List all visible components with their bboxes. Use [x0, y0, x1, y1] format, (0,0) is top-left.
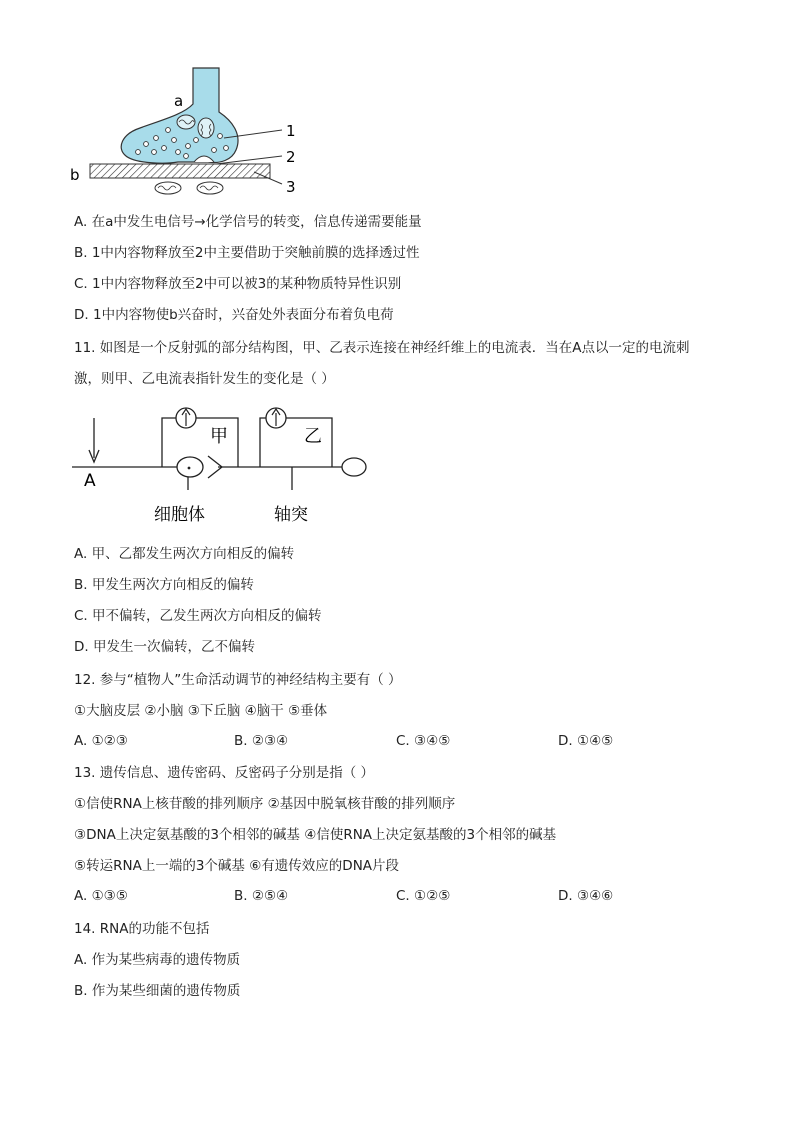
cell-body: [177, 457, 203, 477]
q11-option-d: D. 甲发生一次偏转，乙不偏转: [74, 639, 255, 655]
cell-body-label: 细胞体: [154, 505, 205, 525]
point-a-label: A: [84, 471, 96, 491]
q11-option-b: B. 甲发生两次方向相反的偏转: [74, 577, 254, 593]
q11-option-c: C. 甲不偏转，乙发生两次方向相反的偏转: [74, 608, 322, 624]
q14-option-b: B. 作为某些细菌的遗传物质: [74, 983, 241, 999]
postsynaptic-membrane: [90, 164, 270, 178]
axon-terminal: [121, 68, 238, 163]
q13-option-d: D. ③④⑥: [558, 888, 614, 904]
q10-option-d: D. 1中内容物使b兴奋时，兴奋处外表面分布着负电荷: [74, 307, 394, 323]
q13-stem: 13. 遗传信息、遗传密码、反密码子分别是指（ ）: [74, 765, 375, 781]
q13-option-a: A. ①③⑤: [74, 888, 128, 904]
q12-options: [74, 733, 714, 751]
q11-option-a: A. 甲、乙都发生两次方向相反的偏转: [74, 546, 295, 562]
q10-option-a: A. 在a中发生电信号→化学信号的转变，信息传递需要能量: [74, 214, 422, 230]
q12-option-c: C. ③④⑤: [396, 733, 451, 749]
q11-stem-line1: 11. 如图是一个反射弧的部分结构图，甲、乙表示连接在神经纤维上的电流表．当在A点以一定的电流刺: [74, 340, 690, 356]
q11-stem-line2: 激，则甲、乙电流表指针发生的变化是（ ）: [74, 371, 335, 387]
mitochondrion: [177, 115, 195, 129]
q13-option-b: B. ②⑤④: [234, 888, 289, 904]
label-1: 1: [286, 122, 296, 140]
label-b: b: [70, 166, 80, 184]
q12-items: ①大脑皮层 ②小脑 ③下丘脑 ④脑干 ⑤垂体: [74, 703, 328, 719]
mitochondrion: [198, 118, 214, 138]
axon-label: 轴突: [274, 505, 308, 525]
nerve-ending: [342, 458, 366, 476]
q12-option-d: D. ①④⑤: [558, 733, 614, 749]
q14-stem: 14. RNA的功能不包括: [74, 921, 210, 937]
q10-option-c: C. 1中内容物释放至2中可以被3的某种物质特异性识别: [74, 276, 402, 292]
q13-items-line1: ①信使RNA上核苷酸的排列顺序 ②基因中脱氧核苷酸的排列顺序: [74, 796, 456, 812]
reflex-arc-figure: [70, 404, 380, 530]
q10-option-b: B. 1中内容物释放至2中主要借助于突触前膜的选择透过性: [74, 245, 420, 261]
q13-items-line2: ③DNA上决定氨基酸的3个相邻的碱基 ④信使RNA上决定氨基酸的3个相邻的碱基: [74, 827, 557, 843]
meter-1-label: 甲: [210, 426, 228, 447]
q12-stem: 12. 参与“植物人”生命活动调节的神经结构主要有（ ）: [74, 672, 402, 688]
q13-items-line3: ⑤转运RNA上一端的3个碱基 ⑥有遗传效应的DNA片段: [74, 858, 400, 874]
synapse-figure: [66, 64, 316, 200]
meter-2-label: 乙: [304, 426, 322, 447]
label-a: a: [174, 92, 184, 110]
label-2: 2: [286, 148, 296, 166]
q13-option-c: C. ①②⑤: [396, 888, 451, 904]
q12-option-b: B. ②③④: [234, 733, 289, 749]
q13-options: [74, 888, 714, 906]
q12-option-a: A. ①②③: [74, 733, 128, 749]
q14-option-a: A. 作为某些病毒的遗传物质: [74, 952, 241, 968]
label-3: 3: [286, 178, 296, 196]
